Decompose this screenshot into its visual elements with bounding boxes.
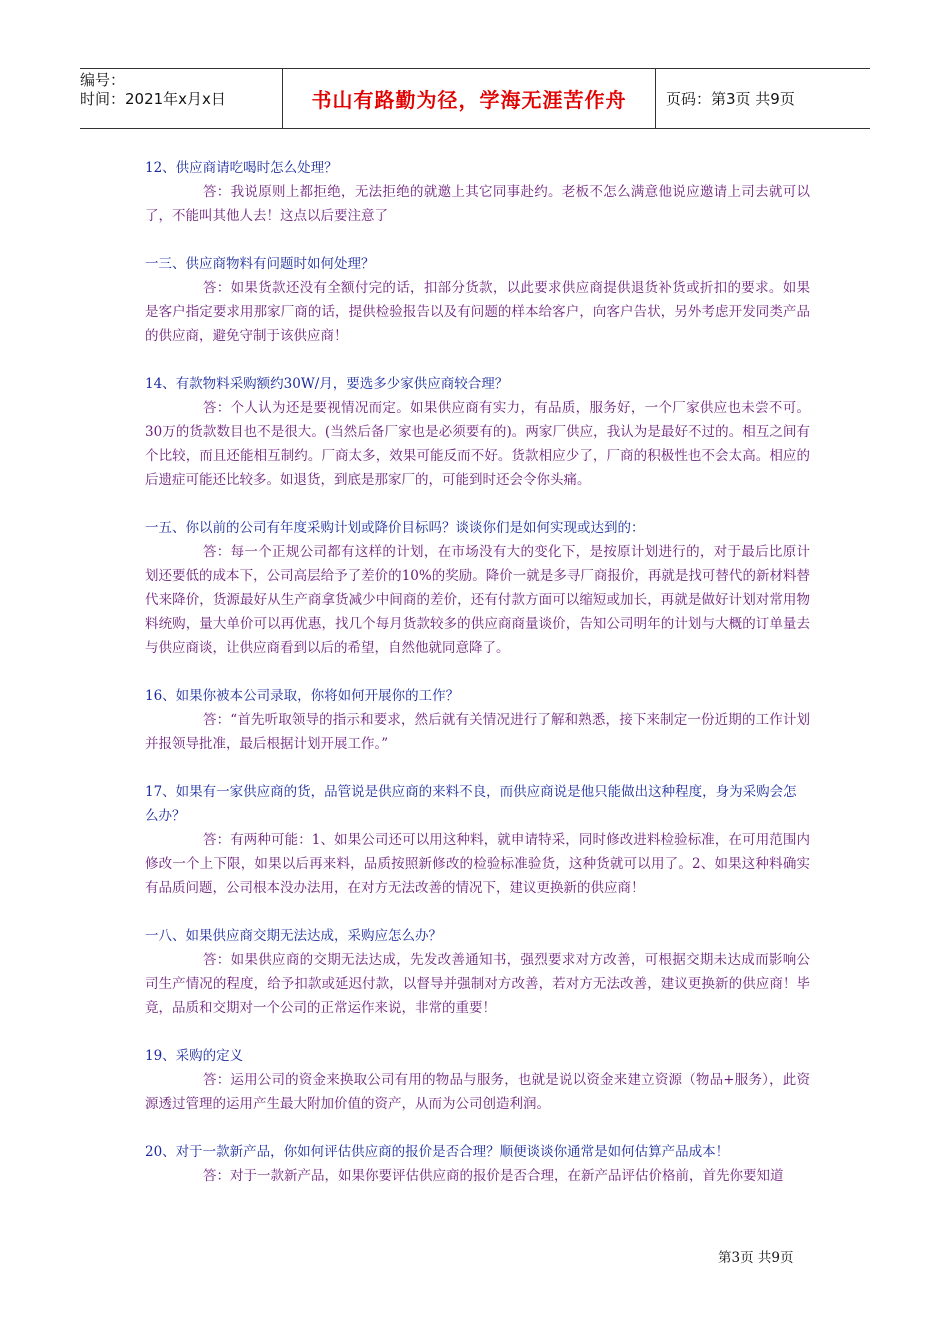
page-footer-number: 第3页 共9页 [718, 1250, 794, 1266]
qa-item [145, 252, 810, 348]
answer-text: 答：我说原则上都拒绝，无法拒绝的就邀上其它同事赴约。老板不怎么满意他说应邀请上司去就可以了，不能叫其他人去！这点以后要注意了 [145, 184, 810, 224]
answer-text: 答：个人认为还是要视情况而定。如果供应商有实力，有品质，服务好，一个厂家供应也未尝不可。30万的货款数目也不是很大。(当然后备厂家也是必须要有的)。两家厂供应，我认为是最好不过的。相互之间有个比较，而且还能相互制约。厂商太多，效果可能反而不好。货款相应少了，厂商的积极性也不会太高。相应的后遗症可能还比较多。如退货，到底是那家厂的，可能到时还会令你头痛。 [145, 400, 810, 488]
question-text: 17、如果有一家供应商的货，品管说是供应商的来料不良，而供应商说是他只能做出这种程度，身为采购会怎么办？ [145, 784, 797, 824]
question-text: 一五、你以前的公司有年度采购计划或降价目标吗？谈谈你们是如何实现或达到的： [145, 520, 645, 536]
answer-text: 答：每一个正规公司都有这样的计划，在市场没有大的变化下，是按原计划进行的，对于最后比原计划还要低的成本下，公司高层给予了差价的10%的奖励。降价一就是多寻厂商报价，再就是找可替代的新材料替代来降价，货源最好从生产商拿货减少中间商的差价，还有付款方面可以缩短或加长，再就是做好计划对常用物料统购，量大单价可以再优惠，找几个每月货款较多的供应商商量谈价，告知公司明年的计划与大概的订单量去与供应商谈，让供应商看到以后的希望，自然他就同意降了。 [145, 544, 810, 656]
question-text: 19、采购的定义 [145, 1048, 244, 1064]
document-number-label: 编号： [80, 71, 126, 89]
qa-item [145, 1044, 810, 1116]
answer-text: 答：运用公司的资金来换取公司有用的物品与服务，也就是说以资金来建立资源（物品+服务），此资源透过管理的运用产生最大附加价值的资产，从而为公司创造利润。 [145, 1072, 810, 1112]
qa-item [145, 156, 810, 228]
answer-text: 答：如果供应商的交期无法达成，先发改善通知书，强烈要求对方改善，可根据交期未达成而影响公司生产情况的程度，给予扣款或延迟付款，以督导并强制对方改善，若对方无法改善，建议更换新的供应商！毕竟，品质和交期对一个公司的正常运作来说，非常的重要！ [145, 952, 810, 1016]
qa-item [145, 684, 810, 756]
qa-item [145, 1140, 810, 1188]
question-text: 一八、如果供应商交期无法达成，采购应怎么办？ [145, 928, 442, 944]
answer-text: 答：“首先听取领导的指示和要求，然后就有关情况进行了解和熟悉，接下来制定一份近期的工作计划并报领导批准，最后根据计划开展工作。” [145, 712, 810, 752]
qa-item [145, 516, 810, 660]
answer-text: 答：如果货款还没有全额付完的话，扣部分货款，以此要求供应商提供退货补货或折扣的要求。如果是客户指定要求用那家厂商的话，提供检验报告以及有问题的样本给客户，向客户告状，另外考虑开发同类产品的供应商，避免守制于该供应商！ [145, 280, 810, 344]
header-meta [80, 69, 282, 128]
question-text: 16、如果你被本公司录取，你将如何开展你的工作？ [145, 688, 460, 704]
question-text: 20、对于一款新产品，你如何评估供应商的报价是否合理？顺便谈谈你通常是如何估算产品成本！ [145, 1144, 730, 1160]
header-motto: 书山有路勤为径，学海无涯苦作舟 [282, 69, 656, 128]
qa-item [145, 372, 810, 492]
question-text: 12、供应商请吃喝时怎么处理？ [145, 160, 338, 176]
answer-text: 答：有两种可能：1、如果公司还可以用这种料，就申请特采，同时修改进料检验标准，在可用范围内修改一个上下限，如果以后再来料，品质按照新修改的检验标准验货，这种货就可以用了。2、如果这种料确实有品质问题，公司根本没办法用，在对方无法改善的情况下，建议更换新的供应商！ [145, 832, 810, 896]
page-header [80, 68, 870, 129]
answer-text: 答：对于一款新产品，如果你要评估供应商的报价是否合理，在新产品评估价格前，首先你要知道 [203, 1168, 784, 1184]
header-page-number: 页码：第3页 共9页 [666, 90, 795, 108]
qa-item [145, 780, 810, 900]
question-text: 14、有款物料采购额约30W/月，要选多少家供应商较合理？ [145, 376, 509, 392]
document-date-label: 时间：2021年x月x日 [80, 90, 226, 108]
question-text: 一三、供应商物料有问题时如何处理？ [145, 256, 375, 272]
document-body [145, 156, 810, 1212]
qa-item [145, 924, 810, 1020]
